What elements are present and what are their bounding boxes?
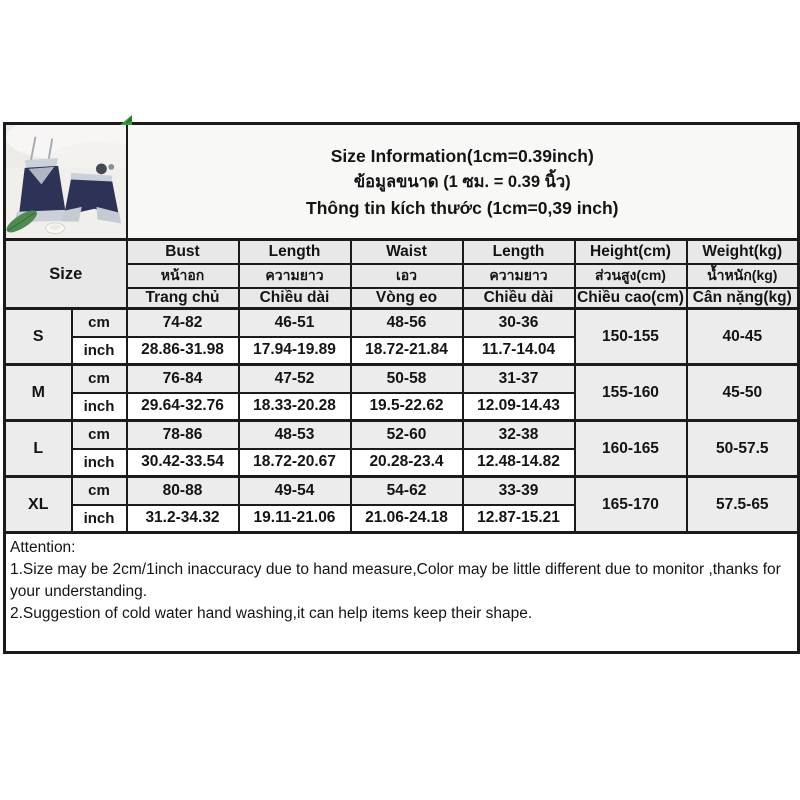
unit-label-cm: cm [72,365,127,393]
product-photo-illustration [6,125,126,238]
product-photo [5,124,127,240]
unit-label-inch: inch [72,337,127,365]
m-inch-length-bottom: 12.09-14.43 [463,393,575,421]
attention-note-1: 1.Size may be 2cm/1inch inaccuracy due to hand measure,Color may be little different due to monitor ,thanks for your understanding. [10,561,781,600]
s-cm-waist: 48-56 [351,309,463,337]
header-th-bust: หน้าอก [127,264,239,288]
l-weight: 50-57.5 [687,421,799,477]
s-inch-length-bottom: 11.7-14.04 [463,337,575,365]
s-cm-length-top: 46-51 [239,309,351,337]
xl-weight: 57.5-65 [687,477,799,533]
xl-inch-waist: 21.06-24.18 [351,505,463,533]
size-label-xl: XL [5,477,72,533]
header-en-waist: Waist [351,240,463,264]
size-info-title [127,124,799,240]
m-cm-waist: 50-58 [351,365,463,393]
green-triangle-icon [120,115,133,125]
m-cm-length-bottom: 31-37 [463,365,575,393]
m-cm-length-top: 47-52 [239,365,351,393]
xl-cm-waist: 54-62 [351,477,463,505]
s-weight: 40-45 [687,309,799,365]
size-chart-table [3,122,800,654]
header-en-weight: Weight(kg) [687,240,799,264]
l-cm-waist: 52-60 [351,421,463,449]
row-l-cm [5,421,799,449]
row-header-en [5,240,799,264]
attention-note-2: 2.Suggestion of cold water hand washing,it can help items keep their shape. [10,605,533,622]
s-inch-bust: 28.86-31.98 [127,337,239,365]
row-xl-cm [5,477,799,505]
l-cm-length-top: 48-53 [239,421,351,449]
header-en-length-top: Length [239,240,351,264]
header-en-bust: Bust [127,240,239,264]
xl-inch-length-top: 19.11-21.06 [239,505,351,533]
size-chart-sheet [3,122,800,654]
m-inch-waist: 19.5-22.62 [351,393,463,421]
row-title [5,124,799,240]
unit-label-cm: cm [72,309,127,337]
l-inch-bust: 30.42-33.54 [127,449,239,477]
xl-height: 165-170 [575,477,687,533]
s-cm-length-bottom: 30-36 [463,309,575,337]
l-cm-bust: 78-86 [127,421,239,449]
l-inch-length-top: 18.72-20.67 [239,449,351,477]
m-inch-bust: 29.64-32.76 [127,393,239,421]
header-vn-length-top: Chiều dài [239,288,351,309]
attention-section [5,533,799,653]
xl-inch-bust: 31.2-34.32 [127,505,239,533]
title-line-vn: Thông tin kích thước (1cm=0,39 inch) [306,197,619,218]
unit-label-inch: inch [72,505,127,533]
row-m-cm [5,365,799,393]
xl-cm-length-bottom: 33-39 [463,477,575,505]
l-height: 160-165 [575,421,687,477]
row-attention [5,533,799,653]
row-s-cm [5,309,799,337]
m-inch-length-top: 18.33-20.28 [239,393,351,421]
header-vn-waist: Vòng eo [351,288,463,309]
size-label-l: L [5,421,72,477]
unit-label-inch: inch [72,449,127,477]
header-en-length-bottom: Length [463,240,575,264]
xl-cm-length-top: 49-54 [239,477,351,505]
l-inch-waist: 20.28-23.4 [351,449,463,477]
xl-inch-length-bottom: 12.87-15.21 [463,505,575,533]
attention-heading: Attention: [10,539,76,556]
header-vn-length-bottom: Chiều dài [463,288,575,309]
l-inch-length-bottom: 12.48-14.82 [463,449,575,477]
title-line-en: Size Information(1cm=0.39inch) [330,145,594,166]
l-cm-length-bottom: 32-38 [463,421,575,449]
header-th-waist: เอว [351,264,463,288]
header-vn-height: Chiều cao(cm) [575,288,687,309]
header-vn-bust: Trang chủ [127,288,239,309]
scrunchie-shape [108,164,114,170]
m-cm-bust: 76-84 [127,365,239,393]
s-inch-waist: 18.72-21.84 [351,337,463,365]
title-line-th: ข้อมูลขนาด (1 ซม. = 0.39 นิ้ว) [353,172,571,191]
header-th-length-top: ความยาว [239,264,351,288]
scrunchie-shape [96,163,107,174]
s-cm-bust: 74-82 [127,309,239,337]
size-label-m: M [5,365,72,421]
m-weight: 45-50 [687,365,799,421]
cup-inner [49,224,61,230]
m-height: 155-160 [575,365,687,421]
size-label-s: S [5,309,72,365]
header-vn-weight: Cân nặng(kg) [687,288,799,309]
unit-label-cm: cm [72,421,127,449]
s-height: 150-155 [575,309,687,365]
header-en-height: Height(cm) [575,240,687,264]
header-th-weight: น้ำหนัก(kg) [687,264,799,288]
header-th-height: ส่วนสูง(cm) [575,264,687,288]
size-header: Size [5,240,127,309]
xl-cm-bust: 80-88 [127,477,239,505]
unit-label-cm: cm [72,477,127,505]
s-inch-length-top: 17.94-19.89 [239,337,351,365]
unit-label-inch: inch [72,393,127,421]
header-th-length-bottom: ความยาว [463,264,575,288]
